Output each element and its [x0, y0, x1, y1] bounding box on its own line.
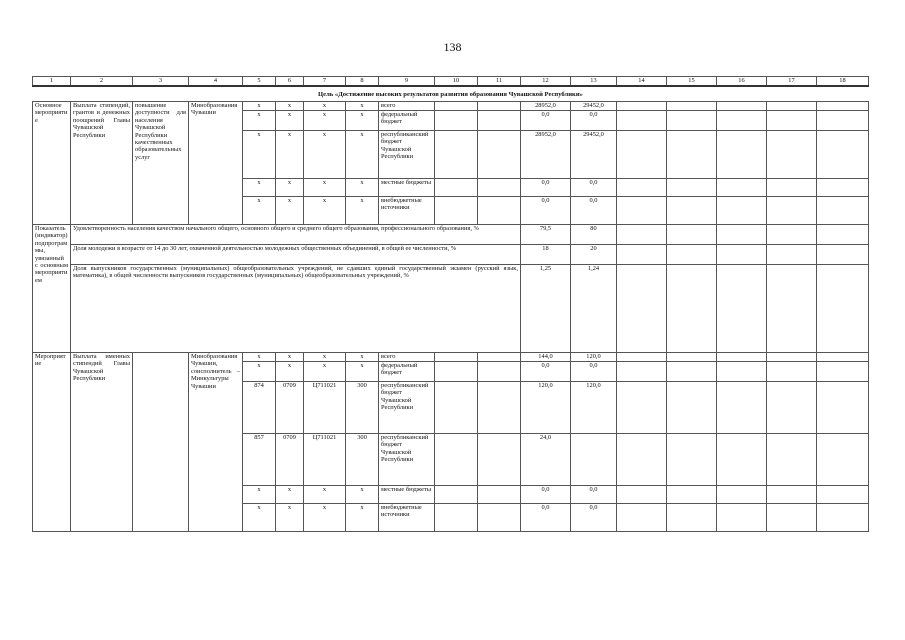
grbs-code: x [243, 102, 276, 111]
section-code: x [276, 504, 304, 532]
activity-name: Выплата стипендий, грантов и денежных поощрений Главы Чувашской Республики [71, 102, 133, 225]
col-10 [435, 197, 478, 225]
grbs-code: 857 [243, 434, 276, 486]
col-10 [435, 131, 478, 179]
col-15 [667, 382, 717, 434]
header-cell: 9 [379, 77, 435, 87]
col-15 [667, 197, 717, 225]
header-cell: 3 [133, 77, 189, 87]
target-article: Ц711021 [304, 382, 346, 434]
col-14 [617, 504, 667, 532]
col-10 [435, 434, 478, 486]
indicator-label: Показатель (индикатор) подпрограммы, увязанный с основным мероприятием [33, 225, 71, 353]
header-cell: 7 [304, 77, 346, 87]
col-15 [667, 131, 717, 179]
col-17 [767, 486, 817, 504]
section-code: x [276, 362, 304, 382]
indicator-text: Удовлетворенность населения качеством начального общего, основного общего и среднего общего образования, профессионального образования, % [71, 225, 521, 245]
expense-group: x [346, 179, 379, 197]
indicator-value-col-12: 79,5 [521, 225, 571, 245]
col-18 [817, 197, 869, 225]
col-11 [478, 353, 521, 362]
header-cell: 18 [817, 77, 869, 87]
col-10 [435, 504, 478, 532]
col-18 [817, 504, 869, 532]
col-14 [617, 131, 667, 179]
col-18 [817, 486, 869, 504]
value-col-13 [571, 434, 617, 486]
col-17 [767, 434, 817, 486]
col-16 [717, 102, 767, 111]
funding-source: всего [379, 353, 435, 362]
col-16 [717, 197, 767, 225]
target-article: x [304, 486, 346, 504]
col-14 [617, 265, 667, 353]
funding-source: республиканский бюджет Чувашской Республики [379, 434, 435, 486]
col-16 [717, 245, 767, 265]
header-cell: 8 [346, 77, 379, 87]
grbs-code: x [243, 353, 276, 362]
col-18 [817, 245, 869, 265]
col-14 [617, 434, 667, 486]
funding-source: республиканский бюджет Чувашской Республики [379, 382, 435, 434]
value-col-12: 0,0 [521, 504, 571, 532]
col-17 [767, 131, 817, 179]
expense-group: x [346, 111, 379, 131]
activity-name: Выплата именных стипендий Главы Чувашской Республики [71, 353, 133, 532]
header-cell: 11 [478, 77, 521, 87]
funding-source: местные бюджеты [379, 486, 435, 504]
value-col-12: 28952,0 [521, 131, 571, 179]
value-col-13: 29452,0 [571, 102, 617, 111]
col-17 [767, 265, 817, 353]
indicator-value-col-13: 20 [571, 245, 617, 265]
header-cell: 4 [189, 77, 243, 87]
section-code: x [276, 111, 304, 131]
target-article: Ц711021 [304, 434, 346, 486]
goal-title: Цель «Достижение высоких результатов развития образования Чувашской Республики» [33, 86, 869, 102]
indicator-value-col-12: 18 [521, 245, 571, 265]
header-row [33, 77, 869, 87]
col-11 [478, 102, 521, 111]
col-11 [478, 504, 521, 532]
section-code: 0709 [276, 382, 304, 434]
value-col-13: 29452,0 [571, 131, 617, 179]
indicator-text: Доля выпускников государственных (муниципальных) общеобразовательных учреждений, не сдавших единый государственный экзамен (русский язык, математика), в общей численности выпускников государственных (муниципальных) общеобразовательных учреждений, % [71, 265, 521, 353]
col-10 [435, 353, 478, 362]
col-18 [817, 111, 869, 131]
col-11 [478, 197, 521, 225]
col-15 [667, 265, 717, 353]
col-17 [767, 197, 817, 225]
header-cell: 10 [435, 77, 478, 87]
col-10 [435, 179, 478, 197]
value-col-12: 0,0 [521, 111, 571, 131]
col-10 [435, 486, 478, 504]
col-14 [617, 102, 667, 111]
header-cell: 6 [276, 77, 304, 87]
goal-row [33, 86, 869, 102]
col-18 [817, 434, 869, 486]
col-16 [717, 362, 767, 382]
col-16 [717, 504, 767, 532]
target-article: x [304, 197, 346, 225]
indicator-value-col-13: 1,24 [571, 265, 617, 353]
col-14 [617, 486, 667, 504]
col-16 [717, 111, 767, 131]
col-16 [717, 353, 767, 362]
value-col-13: 0,0 [571, 179, 617, 197]
grbs-code: x [243, 197, 276, 225]
section-code: x [276, 102, 304, 111]
expense-group: x [346, 131, 379, 179]
col-18 [817, 179, 869, 197]
activity-result: повышение доступности для населения Чувашской Республики качественных образовательных услуг [133, 102, 189, 225]
col-16 [717, 382, 767, 434]
grbs-code: x [243, 131, 276, 179]
funding-source: внебюджетные источники [379, 197, 435, 225]
section-code: x [276, 486, 304, 504]
col-11 [478, 111, 521, 131]
activity-result [133, 353, 189, 532]
target-article: x [304, 111, 346, 131]
col-14 [617, 362, 667, 382]
value-col-12: 24,0 [521, 434, 571, 486]
col-18 [817, 225, 869, 245]
col-15 [667, 102, 717, 111]
col-11 [478, 382, 521, 434]
col-18 [817, 102, 869, 111]
indicator-value-col-12: 1,25 [521, 265, 571, 353]
value-col-13: 0,0 [571, 362, 617, 382]
col-14 [617, 225, 667, 245]
value-col-12: 144,0 [521, 353, 571, 362]
expense-group: x [346, 504, 379, 532]
target-article: x [304, 353, 346, 362]
value-col-13: 120,0 [571, 382, 617, 434]
col-11 [478, 486, 521, 504]
expense-group: x [346, 486, 379, 504]
col-16 [717, 434, 767, 486]
col-11 [478, 131, 521, 179]
col-17 [767, 504, 817, 532]
col-16 [717, 486, 767, 504]
header-cell: 14 [617, 77, 667, 87]
section-code: x [276, 353, 304, 362]
table-row [33, 102, 869, 111]
col-18 [817, 382, 869, 434]
col-15 [667, 504, 717, 532]
col-14 [617, 353, 667, 362]
col-18 [817, 131, 869, 179]
header-cell: 16 [717, 77, 767, 87]
indicator-row [33, 225, 869, 245]
col-17 [767, 111, 817, 131]
col-14 [617, 382, 667, 434]
col-16 [717, 225, 767, 245]
value-col-12: 0,0 [521, 197, 571, 225]
col-18 [817, 265, 869, 353]
col-17 [767, 225, 817, 245]
col-10 [435, 102, 478, 111]
activity-type: Основное мероприятие [33, 102, 71, 225]
col-17 [767, 179, 817, 197]
value-col-13: 0,0 [571, 197, 617, 225]
grbs-code: x [243, 111, 276, 131]
col-14 [617, 197, 667, 225]
header-cell: 5 [243, 77, 276, 87]
table-row [33, 353, 869, 362]
section-code: x [276, 179, 304, 197]
grbs-code: x [243, 179, 276, 197]
col-15 [667, 353, 717, 362]
col-18 [817, 362, 869, 382]
indicator-row [33, 265, 869, 353]
header-cell: 2 [71, 77, 133, 87]
value-col-13: 0,0 [571, 504, 617, 532]
target-article: x [304, 362, 346, 382]
expense-group: x [346, 362, 379, 382]
funding-source: федеральный бюджет [379, 362, 435, 382]
expense-group: x [346, 102, 379, 111]
grbs-code: x [243, 504, 276, 532]
col-17 [767, 245, 817, 265]
col-15 [667, 362, 717, 382]
col-15 [667, 111, 717, 131]
value-col-12: 28952,0 [521, 102, 571, 111]
target-article: x [304, 131, 346, 179]
header-cell: 12 [521, 77, 571, 87]
col-14 [617, 245, 667, 265]
activity-type: Мероприятие [33, 353, 71, 532]
activity-executor: Минобразования Чувашии, соисполнитель – Минкультуры Чувашии [189, 353, 243, 532]
funding-source: федеральный бюджет [379, 111, 435, 131]
activity-executor: Минобразования Чувашии [189, 102, 243, 225]
header-cell: 1 [33, 77, 71, 87]
page-number: 138 [443, 40, 462, 54]
value-col-12: 120,0 [521, 382, 571, 434]
funding-source: местные бюджеты [379, 179, 435, 197]
target-article: x [304, 179, 346, 197]
col-10 [435, 111, 478, 131]
indicator-value-col-13: 80 [571, 225, 617, 245]
value-col-12: 0,0 [521, 486, 571, 504]
header-cell: 13 [571, 77, 617, 87]
col-17 [767, 102, 817, 111]
col-15 [667, 179, 717, 197]
col-17 [767, 382, 817, 434]
section-code: 0709 [276, 434, 304, 486]
section-code: x [276, 197, 304, 225]
header-cell: 17 [767, 77, 817, 87]
expense-group: x [346, 197, 379, 225]
indicator-text: Доля молодежи в возрасте от 14 до 30 лет, охваченной деятельностью молодежных общественных объединений, в общей ее численности, % [71, 245, 521, 265]
value-col-12: 0,0 [521, 362, 571, 382]
budget-table [32, 76, 869, 532]
target-article: x [304, 102, 346, 111]
target-article: x [304, 504, 346, 532]
funding-source: республиканский бюджет Чувашской Республики [379, 131, 435, 179]
col-15 [667, 225, 717, 245]
col-16 [717, 179, 767, 197]
value-col-13: 0,0 [571, 111, 617, 131]
grbs-code: x [243, 362, 276, 382]
indicator-row [33, 245, 869, 265]
expense-group: x [346, 353, 379, 362]
grbs-code: 874 [243, 382, 276, 434]
col-14 [617, 111, 667, 131]
col-14 [617, 179, 667, 197]
col-11 [478, 362, 521, 382]
expense-group: 300 [346, 382, 379, 434]
col-15 [667, 486, 717, 504]
grbs-code: x [243, 486, 276, 504]
col-17 [767, 362, 817, 382]
col-15 [667, 245, 717, 265]
col-10 [435, 382, 478, 434]
value-col-13: 120,0 [571, 353, 617, 362]
col-11 [478, 434, 521, 486]
col-15 [667, 434, 717, 486]
header-cell: 15 [667, 77, 717, 87]
section-code: x [276, 131, 304, 179]
col-18 [817, 353, 869, 362]
col-10 [435, 362, 478, 382]
value-col-12: 0,0 [521, 179, 571, 197]
funding-source: внебюджетные источники [379, 504, 435, 532]
col-17 [767, 353, 817, 362]
col-11 [478, 179, 521, 197]
value-col-13: 0,0 [571, 486, 617, 504]
col-16 [717, 131, 767, 179]
expense-group: 300 [346, 434, 379, 486]
col-16 [717, 265, 767, 353]
funding-source: всего [379, 102, 435, 111]
